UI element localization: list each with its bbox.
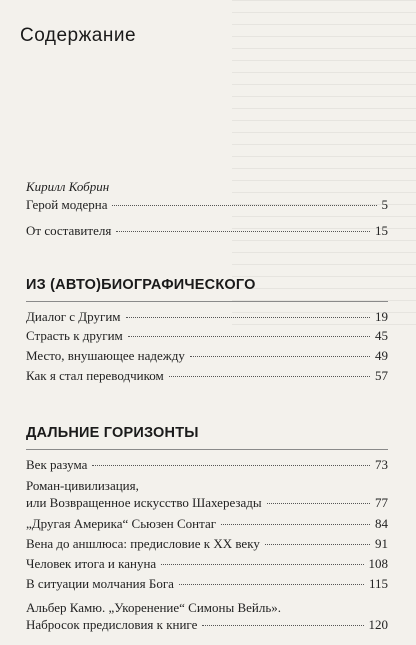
toc-entry[interactable] [26, 477, 388, 511]
toc-entry[interactable] [26, 456, 388, 473]
toc-entry-title: Как я стал переводчиком [26, 368, 164, 383]
section-rule [26, 301, 388, 302]
dot-leader [221, 524, 370, 525]
dot-leader [128, 336, 370, 337]
toc-entry-title: Герой модерна [26, 197, 108, 212]
toc-entry-title: От составителя [26, 223, 112, 238]
toc-entry-title: „Другая Америка“ Сьюзен Сонтаг [26, 516, 217, 531]
dot-leader [116, 231, 370, 232]
dot-leader [92, 465, 370, 466]
toc-entry[interactable] [26, 308, 388, 325]
toc-entry[interactable] [26, 367, 388, 384]
toc-entry-page: 120 [368, 617, 388, 632]
toc-entry[interactable] [26, 599, 388, 633]
dot-leader [267, 503, 370, 504]
toc-entry-title: Человек итога и кануна [26, 556, 157, 571]
toc-entry-page: 115 [368, 576, 388, 591]
toc-entry[interactable] [26, 347, 388, 364]
dot-leader [265, 544, 370, 545]
toc-entry-page: 77 [375, 495, 388, 510]
section-heading: ДАЛЬНИЕ ГОРИЗОНТЫ [26, 425, 199, 441]
toc-entry-title: Набросок предисловия к книге [26, 617, 198, 632]
toc-entry-page: 84 [375, 516, 388, 531]
toc-entry[interactable] [26, 535, 388, 552]
toc-entry-title: Диалог с Другим [26, 309, 121, 324]
toc-entry-page: 5 [381, 197, 388, 212]
dot-leader [190, 356, 370, 357]
toc-entry-title-line1: Альбер Камю. „Укоренение“ Симоны Вейль». [26, 600, 282, 615]
toc-entry[interactable] [26, 575, 388, 592]
toc-entry[interactable] [26, 515, 388, 532]
toc-entry-title: Вена до аншлюса: предисловие к XX веку [26, 536, 260, 551]
toc-entry-title: Место, внушающее надежду [26, 348, 185, 363]
front-author: Кирилл Кобрин [26, 179, 110, 194]
dot-leader [169, 376, 370, 377]
page-title: Содержание [20, 25, 137, 46]
toc-entry[interactable] [26, 196, 388, 213]
toc-entry-page: 57 [375, 368, 388, 383]
toc-entry-title: В ситуации молчания Бога [26, 576, 174, 591]
toc-entry[interactable] [26, 327, 388, 344]
toc-entry[interactable] [26, 555, 388, 572]
toc-entry[interactable] [26, 222, 388, 239]
dot-leader [202, 625, 363, 626]
bleed-through-texture [232, 0, 416, 330]
toc-entry-page: 15 [375, 223, 388, 238]
toc-entry-page: 45 [375, 328, 388, 343]
toc-entry-title: Страсть к другим [26, 328, 123, 343]
dot-leader [161, 564, 363, 565]
toc-entry-page: 73 [375, 457, 388, 472]
section-rule [26, 449, 388, 450]
toc-entry-page: 91 [375, 536, 388, 551]
dot-leader [179, 584, 364, 585]
toc-entry-page: 19 [375, 309, 388, 324]
toc-entry-page: 49 [375, 348, 388, 363]
toc-entry-title-line1: Роман-цивилизация, [26, 478, 139, 493]
section-heading: ИЗ (АВТО)БИОГРАФИЧЕСКОГО [26, 277, 256, 293]
toc-entry-title: Век разума [26, 457, 88, 472]
toc-entry-page: 108 [368, 556, 388, 571]
dot-leader [126, 317, 370, 318]
dot-leader [112, 205, 376, 206]
toc-entry-title: или Возвращенное искусство Шахерезады [26, 495, 262, 510]
